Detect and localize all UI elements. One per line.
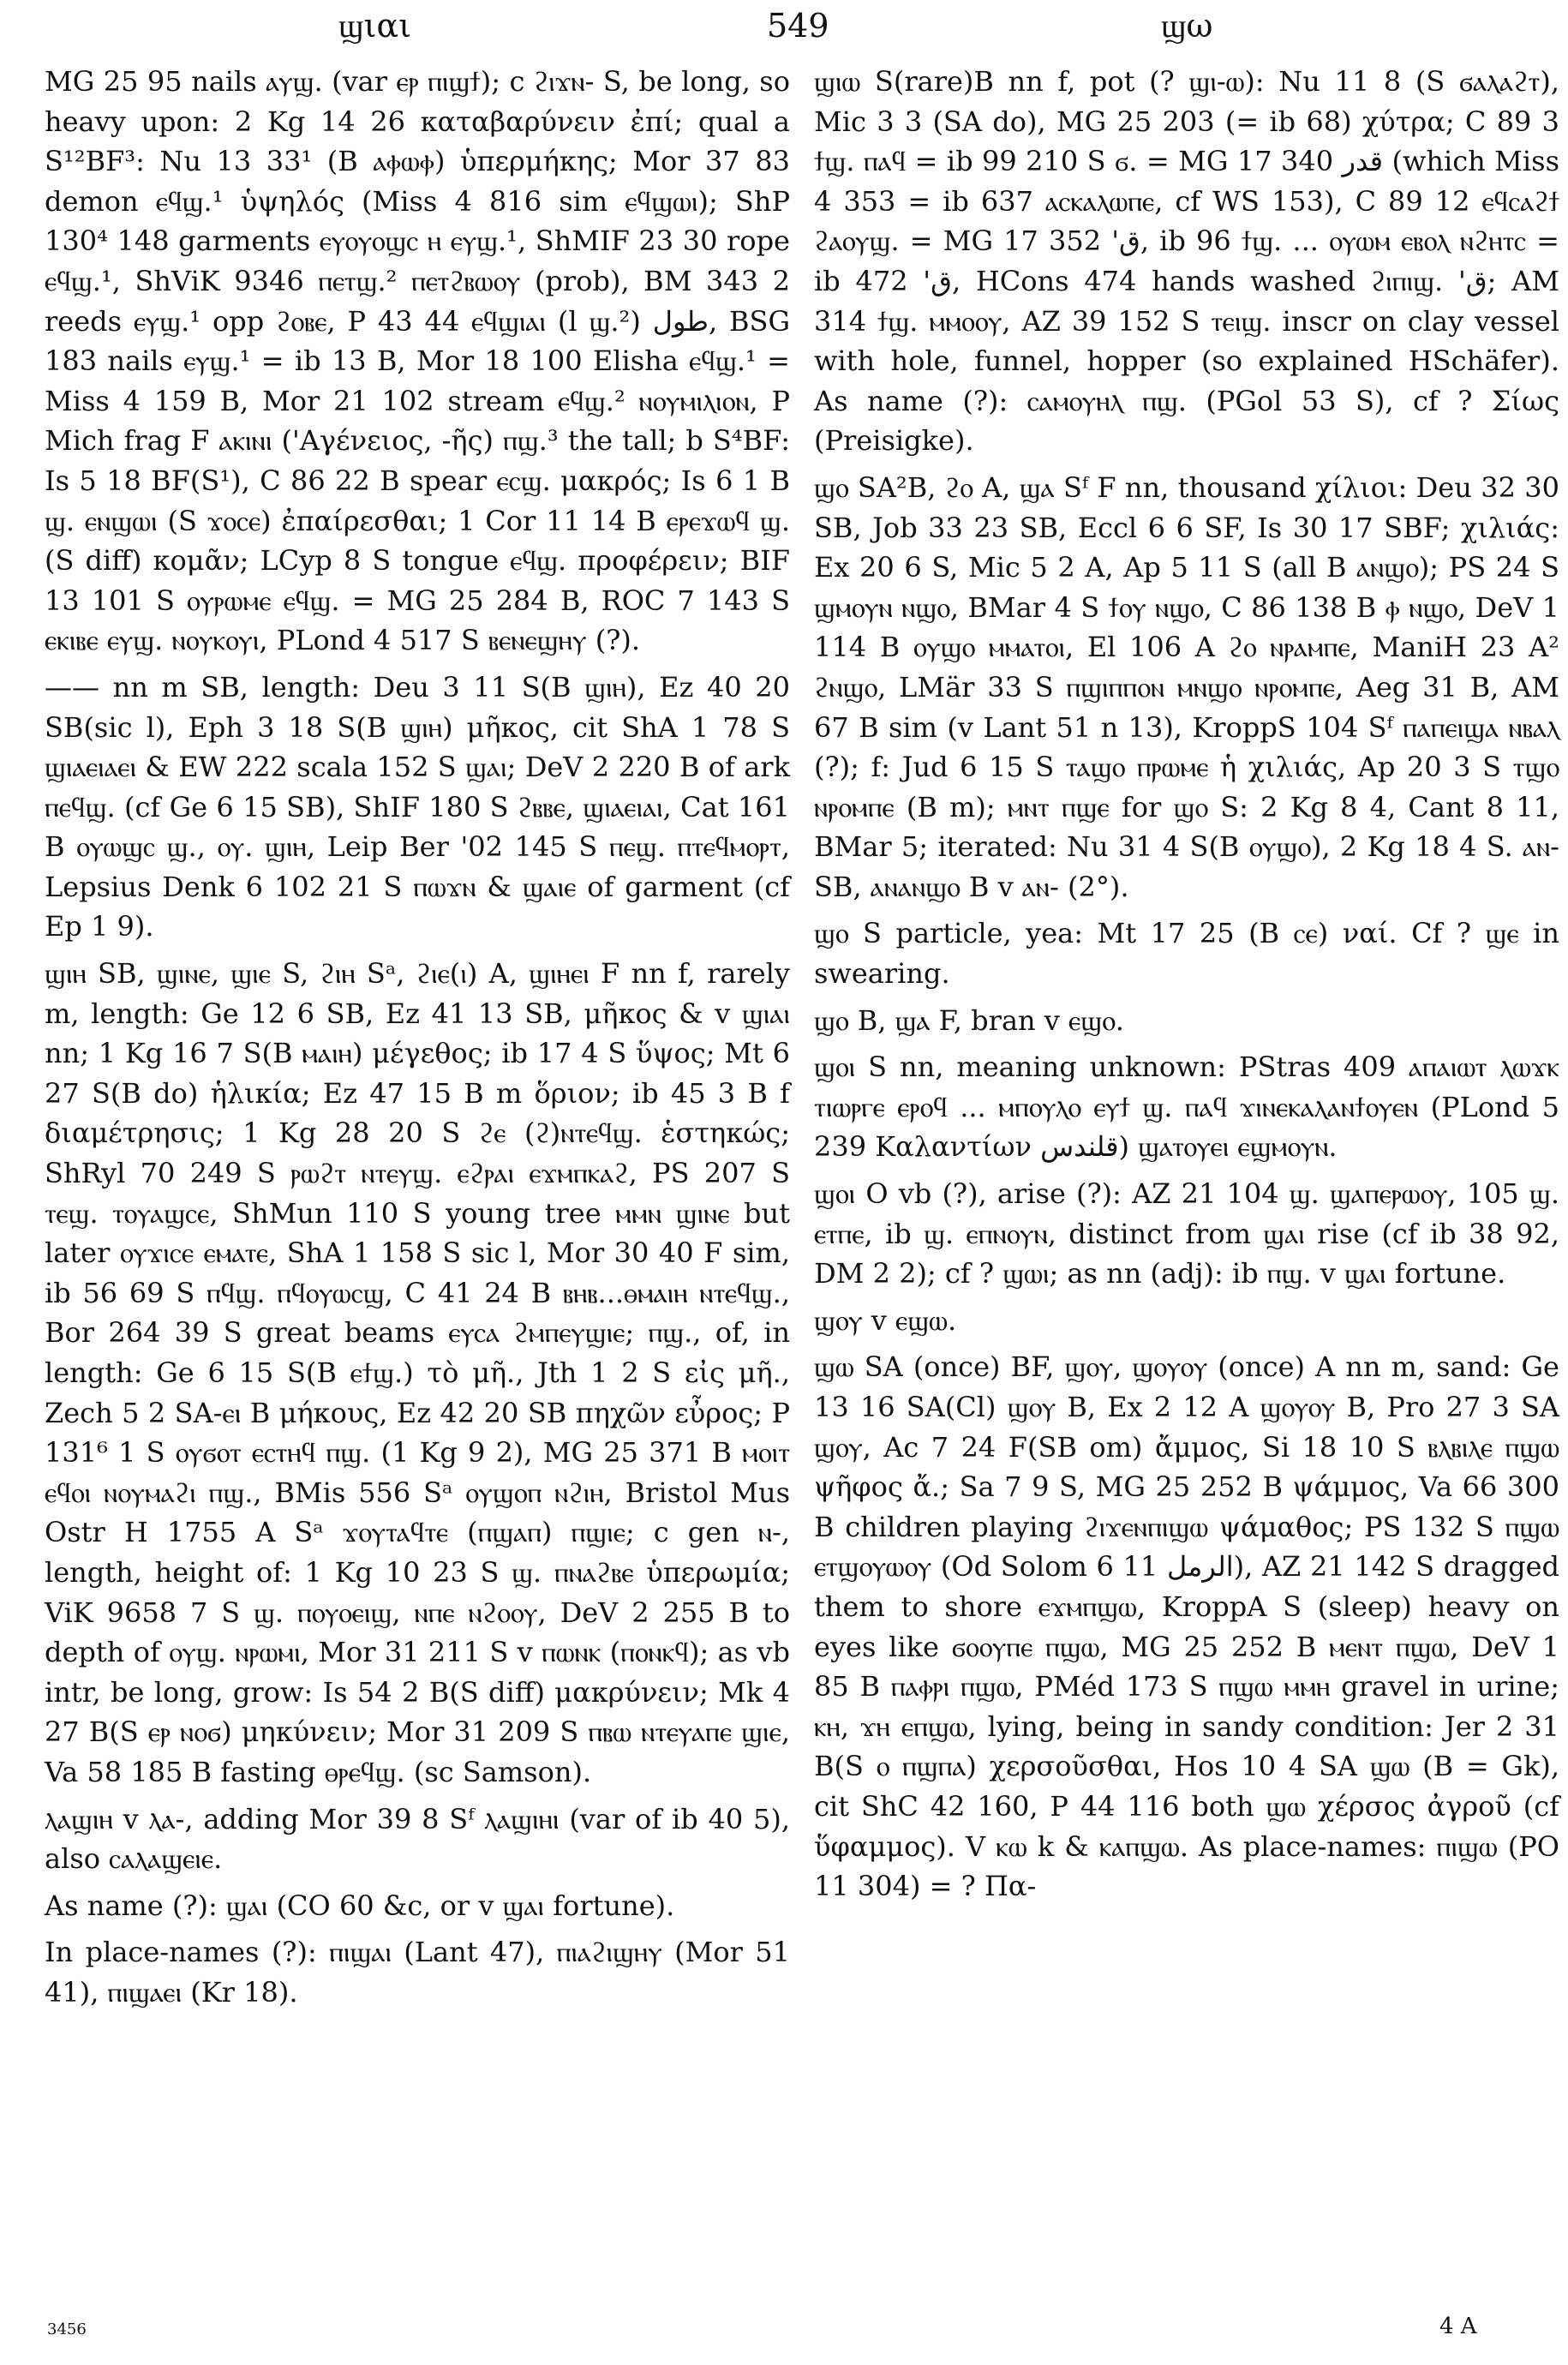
entry-paragraph: ϣⲟ SA²B, ϩⲟ A, ϣⲁ Sᶠ F nn, thousand χίλιοι: Deu 32 30 SB, Job 33 23 SB, Eccl 6 6 SF, Is 30 17 SBF; χιλιάς: Ex 20 6 S, Mic 5 2 A, Ap 5 11 S (all B ⲁⲛϣⲟ); PS 24 S ϣⲙⲟⲩⲛ ⲛϣⲟ, BMar 4 S ϯⲟⲩ ⲛϣⲟ, C 86 138 B ⲫ ⲛϣⲟ, DeV 1 114 B ⲟⲩϣⲟ ⲙⲙⲁⲧⲟⲓ, El 106 A ϩⲟ ⲛⲣⲁⲙⲡⲉ, ManiH 23 A² ϩⲛϣⲟ, LMär 33 S ⲡϣⲓⲡⲡⲟⲛ ⲙⲛϣⲟ ⲛⲣⲟⲙⲡⲉ, Aeg 31 B, AM 67 B sim (v Lant 51 n 13), KroppS 104 Sᶠ ⲡⲁⲡⲉⲓϣⲁ ⲛⲃⲁⲗ (?); f: Jud 6 15 S ⲧⲁϣⲟ ⲡⲣⲱⲙⲉ ἡ χιλιάς, Ap 20 3 S ⲧϣⲟ ⲛⲣⲟⲙⲡⲉ (B m); ⲙⲛⲧ ⲡϣⲉ for ϣⲟ S: 2 Kg 8 4, Cant 8 11, BMar 5; iterated: Nu 31 4 S(B ⲟⲩϣⲟ), 2 Kg 18 4 S. ⲁⲛ-SB, ⲁⲛⲁⲛϣⲟ B v ⲁⲛ- (2°). [814, 470, 1559, 903]
entry-paragraph: As name (?): ϣⲁⲓ (CO 60 &c, or v ϣⲁⲓ fortune). [45, 1889, 675, 1922]
page-number: 549 [767, 7, 829, 45]
entry-paragraph: ϣⲓⲏ SB, ϣⲓⲛⲉ, ϣⲓⲉ S, ϩⲓⲏ Sᵃ, ϩⲓⲉ(ⲓ) A, ϣⲓⲏⲉⲓ F nn f, rarely m, length: Ge 12 6 SB, Ez 41 13 SB, μῆκος & v ϣⲓⲁⲓ nn; 1 Kg 16 7 S(B ⲙⲁⲓⲏ) μέγεθος; ib 17 4 S ὕψος; Mt 6 27 S(B do) ἡλικία; Ez 47 15 B m ὅριον; ib 45 3 B f διαμέτρησις; 1 Kg 28 20 S ϩⲉ (ϩ)ⲛⲧⲉϥϣ. ἑστηκώς; ShRyl 70 249 S ⲣⲱϩⲧ ⲛⲧⲉⲩϣ. ⲉϩⲣⲁⲓ ⲉϫⲙⲡⲕⲁϩ, PS 207 S ⲧⲉϣ. ⲧⲟⲩⲁϣⲥⲉ, ShMun 110 S young tree ⲙⲙⲛ ϣⲓⲛⲉ but later ⲟⲩϫⲓⲥⲉ ⲉⲙⲁⲧⲉ, ShA 1 158 S sic l, Mor 30 40 F sim, ib 56 69 S ⲡϥϣ. ⲡϥⲟⲩⲱⲥϣ, C 41 24 B ⲃⲏⲃ...ⲑⲙⲁⲓⲏ ⲛⲧⲉϥϣ., Bor 264 39 S great beams ⲉⲩⲥⲁ ϩⲙⲡⲉⲩϣⲓⲉ; ⲡϣ., of, in length: Ge 6 15 S(B ⲉϯϣ.) τὸ μῆ., Jth 1 2 S εἰς μῆ., Zech 5 2 SA-ⲉⲓ B μήκους, Ez 42 20 SB πηχῶν εὖρος; P 131⁶ 1 S ⲟⲩϭⲟⲧ ⲉⲥⲧⲏϥ ⲡϣ. (1 Kg 9 2), MG 25 371 B ⲙⲟⲓⲧ ⲉϥⲟⲓ ⲛⲟⲩⲙⲁϩⲓ ⲡϣ., BMis 556 Sᵃ ⲟⲩϣⲟⲡ ⲛϩⲓⲏ, Bristol Mus Ostr H 1755 A Sᵃ ϫⲟⲩⲧⲁϥⲧⲉ (ⲡϣⲁⲡ) ⲡϣⲓⲉ; c gen ⲛ-, length, height of: 1 Kg 10 23 S ϣ. ⲡⲛⲁϩⲃⲉ ὑπερωμία; ViK 9658 7 S ϣ. ⲡⲟⲩⲟⲉⲓϣ, ⲛⲡⲉ ⲛϩⲟⲟⲩ, DeV 2 255 B to depth of ⲟⲩϣ. ⲛⲣⲱⲙⲓ, Mor 31 211 S v ⲡⲱⲛⲕ (ⲡⲟⲛⲕϥ); as vb intr, be long, grow: Is 54 2 B(S diff) μακρύνειν; Mk 4 27 B(S ⲉⲣ ⲛⲟϭ) μηκύνειν; Mor 31 209 S ⲡⲃⲱ ⲛⲧⲉⲩⲁⲡⲉ ϣⲓⲉ, Va 58 185 B fasting ⲑⲣⲉϥϣ. (sc Samson). [45, 957, 790, 1788]
entry-paragraph: ϣⲱ SA (once) BF, ϣⲟⲩ, ϣⲟⲩⲟⲩ (once) A nn m, sand: Ge 13 16 SA(Cl) ϣⲟⲩ B, Ex 2 12 A ϣⲟⲩⲟⲩ B, Pro 27 3 SA ϣⲟⲩ, Ac 7 24 F(SB om) ἄμμος, Si 18 10 S ⲃⲗⲃⲓⲗⲉ ⲡϣⲱ ψῆφος ἄ.; Sa 7 9 S, MG 25 252 B ψάμμος, Va 66 300 B children playing ϩⲓϫⲉⲛⲡⲓϣⲱ ψάμαθος; PS 132 S ⲡϣⲱ ⲉⲧϣⲟⲩⲱⲟⲩ (Od Solom 6 11 الرمل), AZ 21 142 S dragged them to shore ⲉϫⲙⲡϣⲱ, KroppA S (sleep) heavy on eyes like ϭⲟⲟⲩⲡⲉ ⲡϣⲱ, MG 25 252 B ⲙⲉⲛⲧ ⲡϣⲱ, DeV 1 85 B ⲡⲁⲫⲣⲓ ⲡϣⲱ, PMéd 173 S ⲡϣⲱ ⲙⲙⲏ gravel in urine; ⲕⲏ, ϫⲏ ⲉⲡϣⲱ, lying, being in sandy condition: Jer 2 31 B(S ⲟ ⲡϣⲡⲁ) χερσοῦσθαι, Hos 10 4 SA ϣⲱ (B = Gk), cit ShC 42 160, P 44 116 both ϣⲱ χέρσος ἀγροῦ (cf ὕφαμμος). V ⲕⲱ k & ⲕⲁⲡϣⲱ. As place-names: ⲡⲓϣⲱ (PO 11 304) = ? Πα- [814, 1350, 1559, 1903]
entry-paragraph: ϣⲟⲓ S nn, meaning unknown: PStras 409 ⲁⲡⲁⲓⲱⲧ ⲗⲱϫⲕ ⲧⲓⲱⲣⲅⲉ ⲉⲣⲟϥ ... ⲙⲡⲟⲩⲗⲟ ⲉⲩϯ ϣ. ⲡⲁϥ ϫⲓⲛⲉⲕⲁⲗⲁⲛϯⲟⲩⲉⲛ (PLond 5 239 Καλαντίων قلندس) ϣⲁⲧⲟⲩⲉⲓ ⲉϣⲙⲟⲩⲛ. [814, 1051, 1559, 1164]
left-column [45, 62, 790, 2020]
left-headword: ϣιαι [338, 7, 412, 45]
right-column [814, 62, 1559, 1913]
right-headword: ϣω [1161, 7, 1213, 45]
entry-paragraph: MG 25 95 nails ⲁⲩϣ. (var ⲉⲣ ⲡⲓϣϯ); c ϩⲓϫⲛ- S, be long, so heavy upon: 2 Kg 14 26 καταβαρύνειν ἐπί; qual a S¹²BF³: Nu 13 33¹ (B ⲁⲫⲱⲫ) ὑπερμήκης; Mor 37 83 demon ⲉϥϣ.¹ ὑψηλός (Miss 4 816 sim ⲉϥϣⲱⲓ); ShP 130⁴ 148 garments ⲉⲩⲟⲩⲟϣⲥ ⲏ ⲉⲩϣ.¹, ShMIF 23 30 rope ⲉϥϣ.¹, ShViK 9346 ⲡⲉⲧϣ.² ⲡⲉⲧϩⲃⲱⲟⲩ (prob), BM 343 2 reeds ⲉⲩϣ.¹ opp ϩⲟⲃⲉ, P 43 44 ⲉϥϣⲓⲁⲓ (l ϣ.²) طول, BSG 183 nails ⲉⲩϣ.¹ = ib 13 B, Mor 18 100 Elisha ⲉϥϣ.¹ = Miss 4 159 B, Mor 21 102 stream ⲉϥϣ.² ⲛⲟⲩⲙⲓⲗⲓⲟⲛ, P Mich frag F ⲁⲕⲓⲛⲓ ('Αγένειος, -ῆς) ⲡϣ.³ the tall; b S⁴BF: Is 5 18 BF(S¹), C 86 22 B spear ⲉⲥϣ. μακρός; Is 6 1 B ϣ. ⲉⲛϣⲱⲓ (S ϫⲟⲥⲉ) ἐπαίρεσθαι; 1 Cor 11 14 B ⲉⲣⲉϫⲱϥ ϣ. (S diff) κομᾶν; LCyp 8 S tongue ⲉϥϣ. προφέρειν; BIF 13 101 S ⲟⲩⲣⲱⲙⲉ ⲉϥϣ. = MG 25 284 B, ROC 7 143 S ⲉⲕⲓⲃⲉ ⲉⲩϣ. ⲛⲟⲩⲕⲟⲩⲓ, PLond 4 517 S ⲃⲉⲛⲉϣⲏⲩ (?). [45, 65, 791, 657]
entry-paragraph: ϣⲟⲓ O vb (?), arise (?): AZ 21 104 ϣ. ϣⲁⲡⲉⲣⲱⲟⲩ, 105 ϣ. ⲉⲧⲡⲉ, ib ϣ. ⲉⲡⲛⲟⲩⲛ, distinct from ϣⲁⲓ rise (cf ib 38 92, DM 2 2); cf ? ϣⲱⲓ; as nn (adj): ib ⲡϣ. v ϣⲁⲓ fortune. [814, 1177, 1559, 1290]
entry-paragraph: ϣⲟ B, ϣⲁ F, bran v ⲉϣⲟ. [814, 1003, 1124, 1037]
entry-paragraph: ϣⲟ S particle, yea: Mt 17 25 (B ⲥⲉ) ναί. Cf ? ϣⲉ in swearing. [814, 917, 1559, 991]
entry-paragraph: In place-names (?): ⲡⲓϣⲁⲓ (Lant 47), ⲡⲓⲁϩⲓϣⲏⲩ (Mor 51 41), ⲡⲓϣⲁⲉⲓ (Kr 18). [45, 1936, 790, 2009]
page-header [0, 7, 1568, 58]
entry-paragraph: ⲗⲁϣⲓⲏ v ⲗⲁ-, adding Mor 39 8 Sᶠ ⲗⲁϣⲓⲏⲓ (var of ib 40 5), also ⲥⲁⲗⲁϣⲉⲓⲉ. [45, 1802, 790, 1876]
gathering-mark: 4 A [1439, 2314, 1477, 2339]
entry-paragraph: ϣⲓⲱ S(rare)B nn f, pot (? ϣⲓ-ⲱ): Nu 11 8 (S ϭⲁⲗⲁϩⲧ), Mic 3 3 (SA do), MG 25 203 (= ib 68) χύτρα; C 89 3 ϯϣ. ⲡⲁϥ = ib 99 210 S ϭ. = MG 17 340 قدر (which Miss 4 353 = ib 637 ⲁⲥⲕⲁⲗⲱⲡⲉ, cf WS 153), C 89 12 ⲉϥⲥⲁϩϯ ϩⲁⲟⲩϣ. = MG 17 352 'ق, ib 96 ϯϣ. ... ⲟⲩⲱⲙ ⲉⲃⲟⲗ ⲛϩⲏⲧⲥ = ib 472 'ق, HCons 474 hands washed ϩⲓⲡⲓϣ. 'ق; AM 314 ϯϣ. ⲙⲙⲟⲟⲩ, AZ 39 152 S ⲧⲉⲓϣ. inscr on clay vessel with hole, funnel, hopper (so explained HSchäfer). As name (?): ⲥⲁⲙⲟⲩⲏⲗ ⲡϣ. (PGol 53 S), cf ? Σίως (Preisigke). [814, 65, 1559, 458]
signature-mark: 3456 [47, 2320, 87, 2338]
entry-paragraph: —— nn m SB, length: Deu 3 11 S(B ϣⲓⲏ), Ez 40 20 SB(sic l), Eph 3 18 S(B ϣⲓⲏ) μῆκος, cit ShA 1 78 S ϣⲓⲁⲉⲓⲁⲉⲓ & EW 222 scala 152 S ϣⲁⲓ; DeV 2 220 B of ark ⲡⲉϥϣ. (cf Ge 6 15 SB), ShIF 180 S ϩⲃⲃⲉ, ϣⲓⲁⲉⲓⲁⲓ, Cat 161 B ⲟⲩⲱϣⲥ ϣ., ⲟⲩ. ϣⲓⲏ, Leip Ber '02 145 S ⲡⲉϣ. ⲡⲧⲉϥⲙⲟⲣⲧ, Lepsius Denk 6 102 21 S ⲡⲱϫⲛ & ϣⲁⲓⲉ of garment (cf Ep 1 9). [45, 670, 790, 943]
entry-paragraph: ϣⲟⲩ v ⲉϣⲱ. [814, 1303, 957, 1337]
